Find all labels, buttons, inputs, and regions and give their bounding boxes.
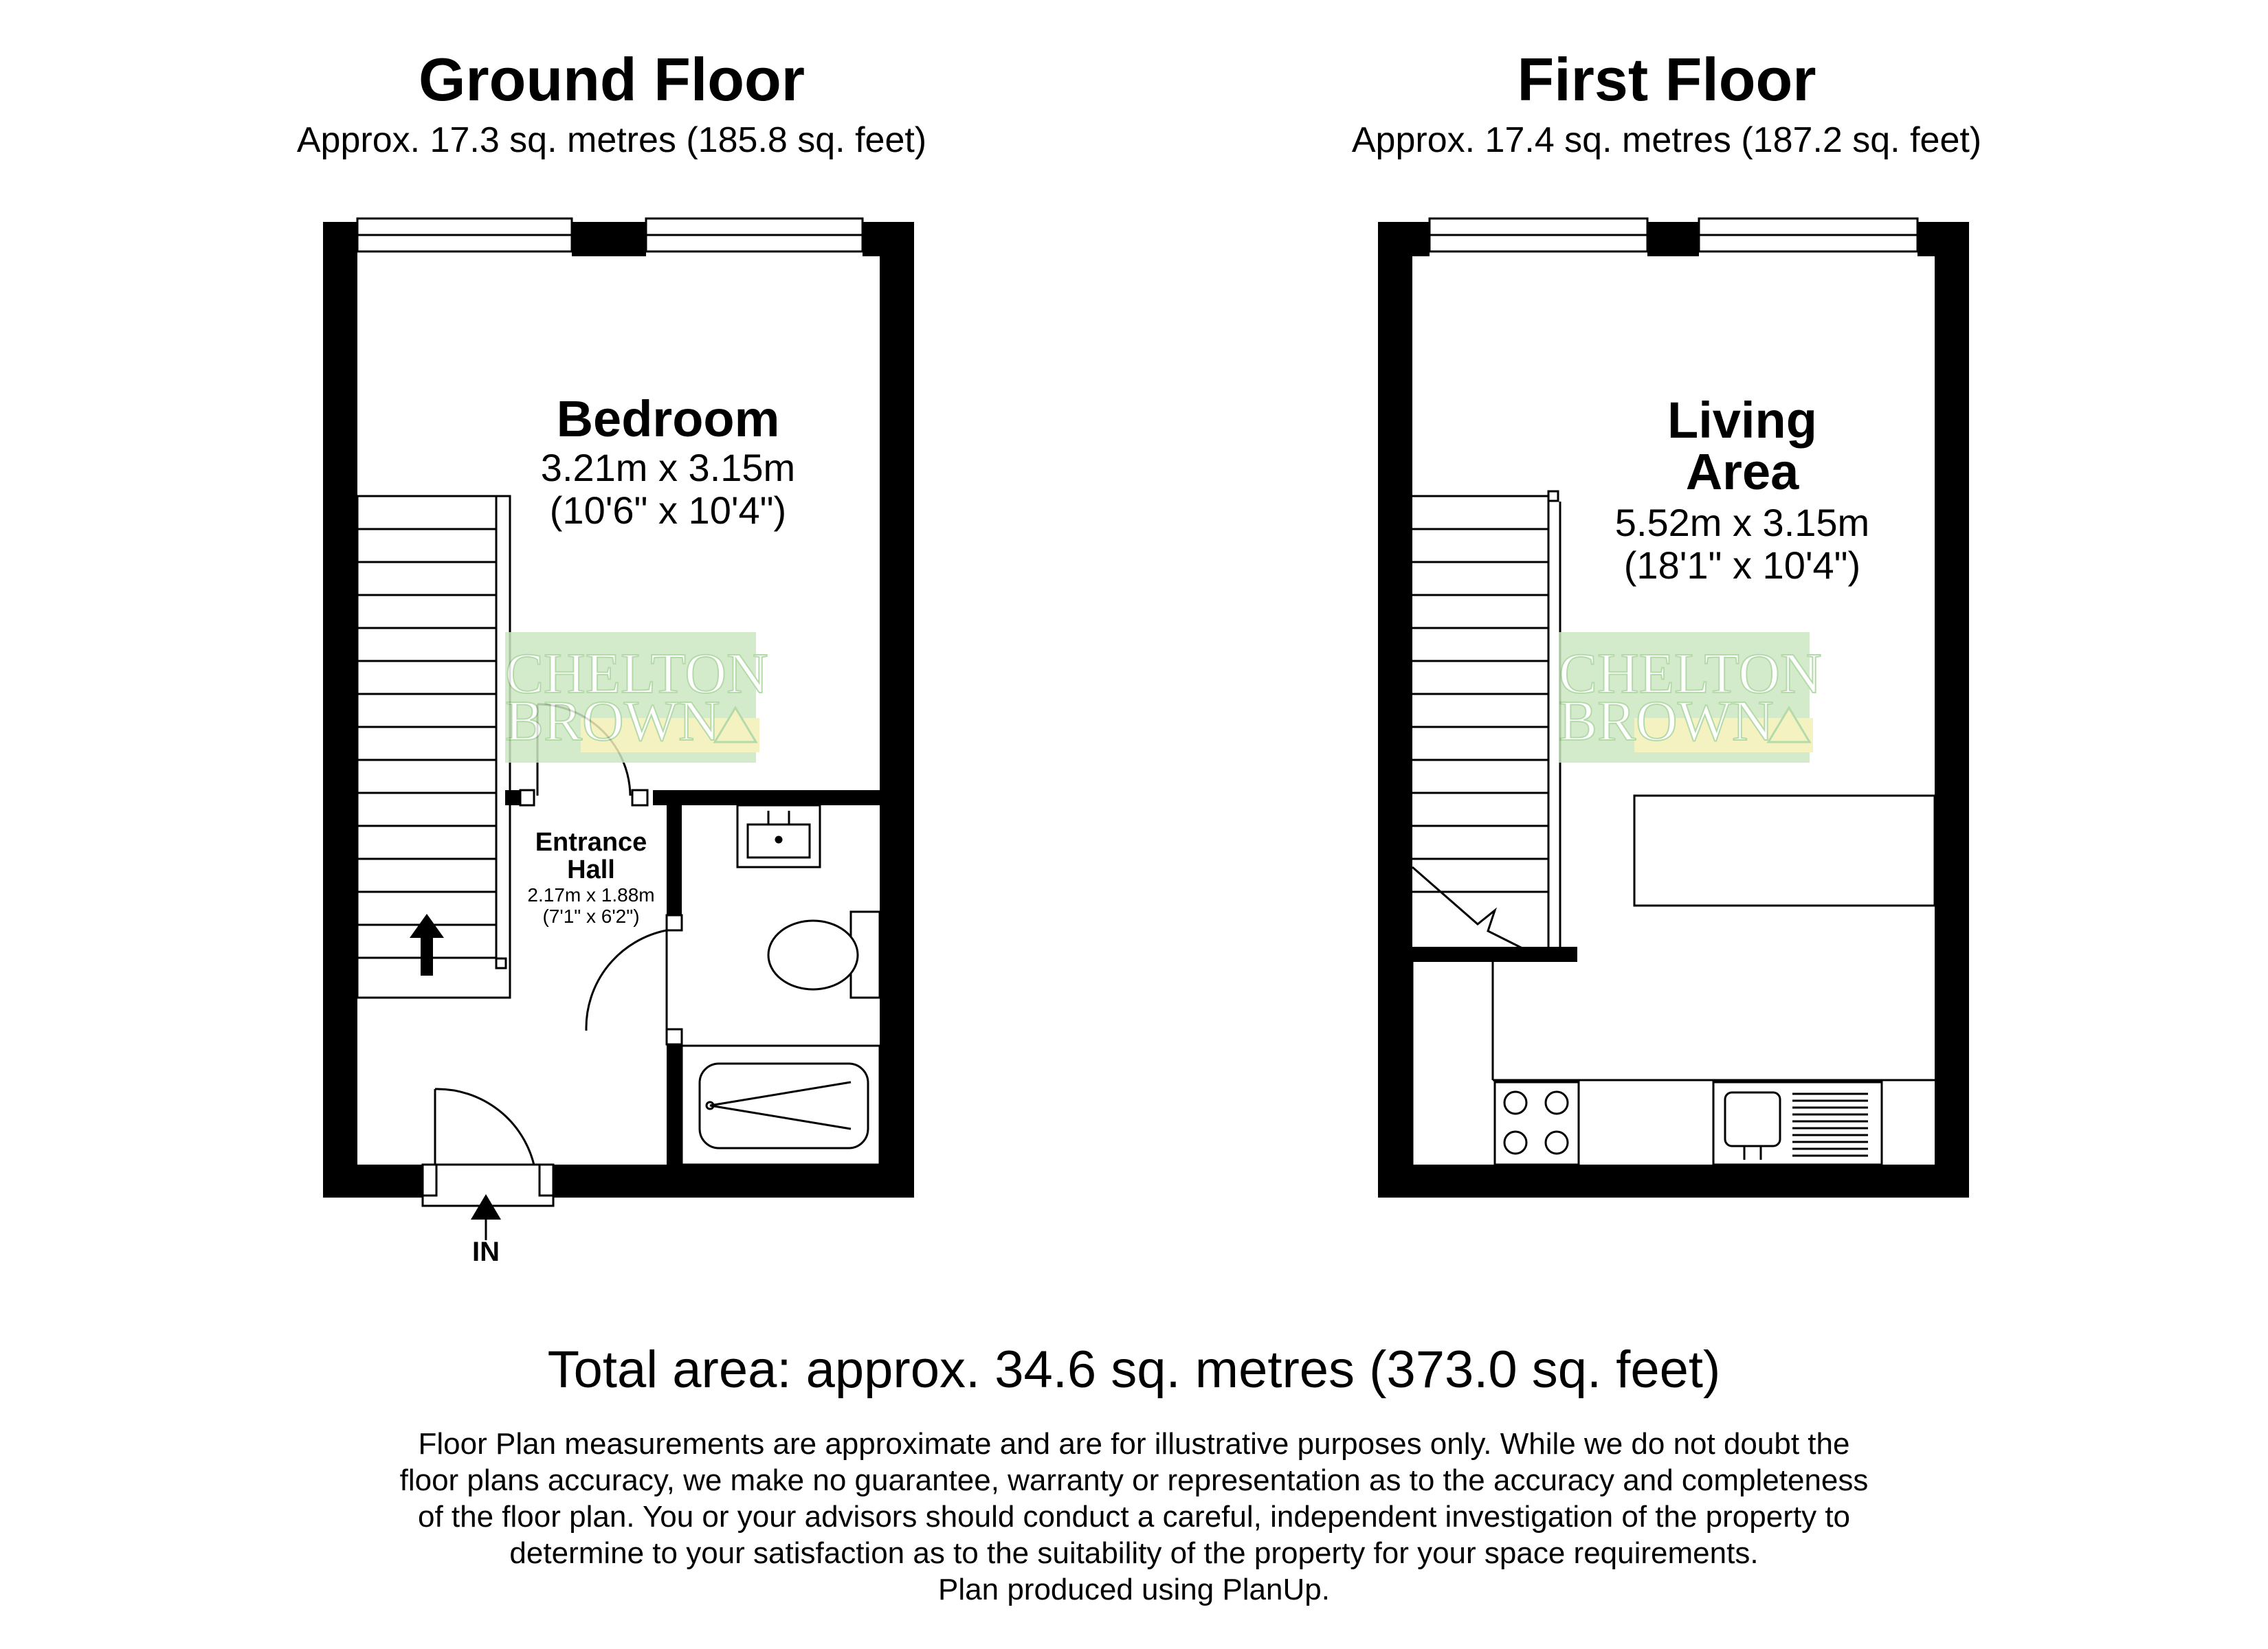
entrance-hall-size-ft: (7'1" x 6'2") xyxy=(542,906,640,927)
watermark-logo xyxy=(1559,632,1822,763)
living-area-name-2: Area xyxy=(1685,443,1799,500)
staircase xyxy=(357,496,510,998)
ground-floor-title: Ground Floor xyxy=(418,45,805,113)
ground-wall-top-mid xyxy=(572,222,646,256)
watermark-line1: CHELTON xyxy=(1559,642,1822,706)
watermark-logo xyxy=(505,632,768,763)
first-wall-bottom xyxy=(1378,1165,1969,1198)
ground-wall-right xyxy=(880,222,914,1198)
bedroom-size-ft: (10'6" x 10'4") xyxy=(549,489,787,532)
ground-floor-plan xyxy=(323,218,914,1267)
ground-wall-bath-left xyxy=(667,790,682,915)
ground-floor-area: Approx. 17.3 sq. metres (185.8 sq. feet) xyxy=(296,120,927,160)
watermark-line1: CHELTON xyxy=(505,642,768,706)
ground-wall-bath-top xyxy=(653,790,880,805)
ground-wall-left xyxy=(323,222,357,1198)
first-wall-top-right xyxy=(1917,222,1969,256)
ground-jamb xyxy=(667,1029,682,1044)
toilet-icon xyxy=(768,912,880,998)
ground-wall-bath-lower xyxy=(667,1044,682,1165)
first-floor-title: First Floor xyxy=(1517,45,1816,113)
ground-wall-bottom-right xyxy=(553,1165,914,1198)
first-wall-top-mid xyxy=(1647,222,1699,256)
first-room-labels xyxy=(1615,392,1869,587)
entrance-hall-name-1: Entrance xyxy=(535,828,647,857)
total-area: Total area: approx. 34.6 sq. metres (373.0 sq. feet) xyxy=(547,1340,1721,1399)
first-wall-right xyxy=(1935,222,1969,1198)
first-wall-top-left xyxy=(1378,222,1430,256)
produced-by: Plan produced using PlanUp. xyxy=(938,1573,1330,1606)
door-swing xyxy=(586,930,667,1031)
watermark-line2: BROWN xyxy=(505,689,720,753)
washbasin-icon xyxy=(737,805,820,867)
door-swing xyxy=(435,1089,535,1168)
entrance-hall-size-m: 2.17m x 1.88m xyxy=(527,884,655,906)
watermark-line2: BROWN xyxy=(1559,689,1774,753)
ground-jamb xyxy=(632,790,647,805)
ground-jamb xyxy=(667,915,682,930)
ground-wall-bottom-left xyxy=(323,1165,423,1198)
living-area-name-1: Living xyxy=(1667,392,1817,449)
kitchen-island xyxy=(1634,796,1935,906)
ground-wall-top-right xyxy=(863,222,914,256)
ground-wall-hall-stub xyxy=(505,790,520,805)
ground-wall-top-left xyxy=(323,222,357,256)
disclaimer xyxy=(385,1426,1883,1608)
staircase xyxy=(1412,491,1560,952)
entrance-hall-name-2: Hall xyxy=(567,855,615,884)
hob-icon xyxy=(1504,1092,1568,1154)
ground-jamb xyxy=(520,790,534,805)
bedroom-size-m: 3.21m x 3.15m xyxy=(540,446,796,489)
entrance-label: IN xyxy=(472,1237,500,1267)
first-stair-wall xyxy=(1412,947,1577,962)
first-floor-area: Approx. 17.4 sq. metres (187.2 sq. feet) xyxy=(1351,120,1982,160)
living-area-size-m: 5.52m x 3.15m xyxy=(1614,501,1870,544)
living-area-size-ft: (18'1" x 10'4") xyxy=(1623,543,1861,587)
first-wall-left xyxy=(1378,222,1412,1198)
first-floor-plan xyxy=(1378,218,1969,1198)
bedroom-name: Bedroom xyxy=(556,390,780,447)
shower-tray-icon xyxy=(682,1046,880,1165)
kitchen-sink-icon xyxy=(1713,1082,1882,1165)
stair-direction-arrow-icon xyxy=(410,914,444,976)
disclaimer-text: Floor Plan measurements are approximate and are for illustrative purposes only. While we do not doubt the floor plans accuracy, we make no guarantee, warranty or representation as to the accuracy and completeness of the floor plan. You or your advisors should conduct a careful, independent investigation of the property to determine to your satisfaction as to the suitability of the property for your space requirements. xyxy=(399,1427,1869,1570)
